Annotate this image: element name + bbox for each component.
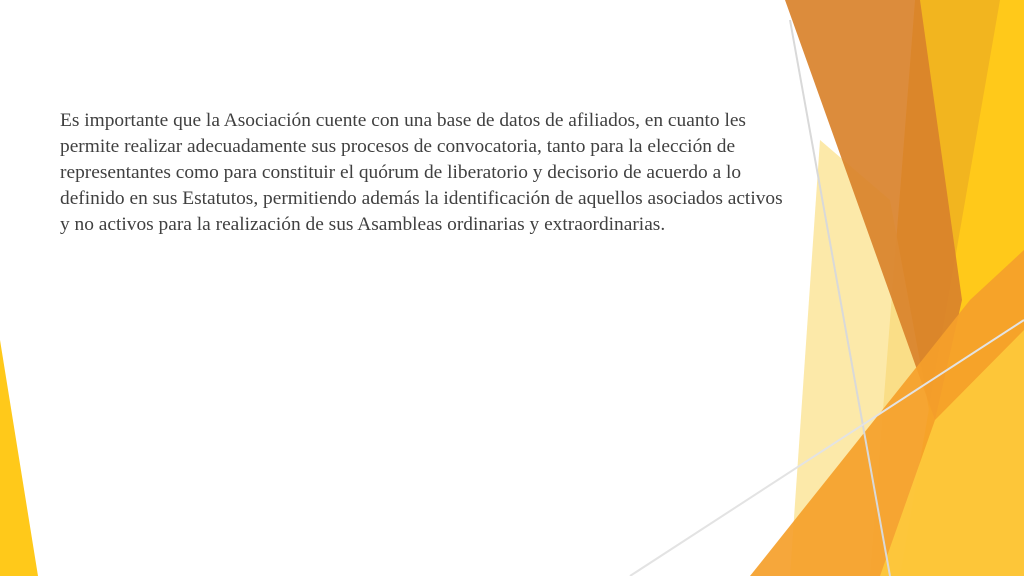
left-yellow-facet — [0, 340, 38, 576]
body-paragraph: Es importante que la Asociación cuente con una base de datos de afiliados, en cuanto les permite realizar adecuadamente sus procesos de convocatoria, tanto para la elección de representantes como para constituir el quórum de liberatorio y decisorio de acuerdo a lo definido en sus Estatutos, permitiendo además la identificación de aquellos asociados activos y no activos para la realización de sus Asambleas ordinarias y extraordinarias. — [60, 110, 783, 235]
